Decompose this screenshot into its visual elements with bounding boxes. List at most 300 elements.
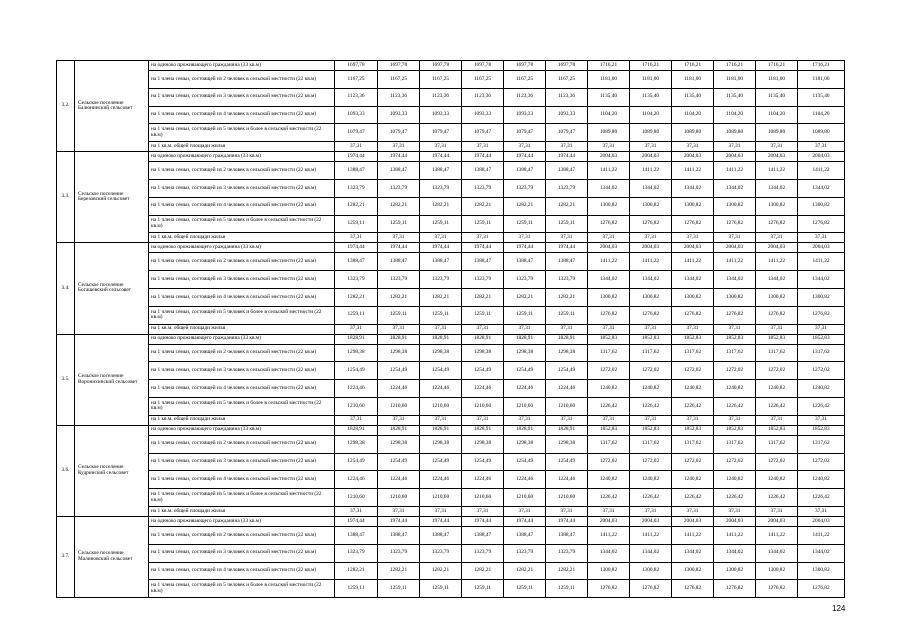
value-cell: 37,31 [630,506,672,516]
value-cell: 1135,40 [756,88,798,106]
category-label: на 1 члена семьи, состоящей из 4 человек в сельской местности (22 кв.м) [149,562,335,580]
settlement-name: Сельское поселение Кудринский сельсовет [75,425,149,516]
value-cell: 1167,25 [335,71,378,89]
value-cell: 1323,79 [335,179,378,197]
value-cell: 1317,62 [588,435,630,453]
value-cell: 1300,82 [756,197,798,215]
value-cell: 1282,21 [420,197,462,215]
value-cell: 1210,60 [462,489,504,507]
value-cell: 1300,82 [588,288,630,306]
value-cell: 1716,21 [756,61,798,71]
value-cell: 1388,47 [378,526,420,544]
value-cell: 1276,82 [630,580,672,598]
value-cell: 1411,22 [588,253,630,271]
value-cell: 1344,02 [798,179,845,197]
value-cell: 1323,79 [504,544,546,562]
value-cell: 1181,00 [714,71,756,89]
value-cell: 1276,82 [798,215,845,233]
value-cell: 2004,03 [714,516,756,526]
value-cell: 1093,33 [420,106,462,124]
value-cell: 1852,83 [630,334,672,344]
value-cell: 1344,02 [672,179,714,197]
value-cell: 1298,38 [420,435,462,453]
value-cell: 1300,82 [672,288,714,306]
value-cell: 1259,11 [378,306,420,324]
value-cell: 2004,03 [588,243,630,253]
value-cell: 1323,79 [420,271,462,289]
value-cell: 1276,82 [756,215,798,233]
value-cell: 1323,79 [420,544,462,562]
value-cell: 1167,25 [546,71,588,89]
table-row [57,516,845,526]
value-cell: 1210,60 [546,397,588,415]
value-cell: 1282,21 [378,288,420,306]
table-row [57,544,845,562]
value-cell: 37,31 [462,233,504,243]
value-cell: 1974,44 [335,152,378,162]
value-cell: 1344,02 [756,544,798,562]
section-index: 3.5. [57,334,75,425]
value-cell: 37,31 [588,506,630,516]
value-cell: 1828,91 [546,334,588,344]
category-label: на одиноко проживающего гражданина (33 кв.м) [149,334,335,344]
value-cell: 1282,21 [546,288,588,306]
value-cell: 1240,82 [714,471,756,489]
value-cell: 1226,42 [672,397,714,415]
value-cell: 1388,47 [420,162,462,180]
table-row [57,215,845,233]
value-cell: 1226,42 [630,397,672,415]
table-row [57,233,845,243]
value-cell: 37,31 [546,506,588,516]
value-cell: 1344,02 [672,544,714,562]
value-cell: 37,31 [798,324,845,334]
value-cell: 1828,91 [378,334,420,344]
section-index: 3.3. [57,152,75,243]
value-cell: 1300,82 [588,562,630,580]
section-index: 3.2. [57,61,75,152]
table-row [57,253,845,271]
value-cell: 1104,20 [588,106,630,124]
value-cell: 1089,80 [714,124,756,142]
table-row [57,142,845,152]
value-cell: 1716,21 [630,61,672,71]
value-cell: 1240,82 [630,471,672,489]
value-cell: 37,31 [588,324,630,334]
value-cell: 37,31 [798,506,845,516]
table-row [57,124,845,142]
value-cell: 1852,83 [588,334,630,344]
table-row [57,380,845,398]
value-cell: 1123,36 [335,88,378,106]
value-cell: 37,31 [378,324,420,334]
value-cell: 1388,47 [504,526,546,544]
value-cell: 2004,03 [798,152,845,162]
table-row [57,71,845,89]
category-label: на 1 члена семьи, состоящей из 5 человек и более в сельской местности (22 кв.м) [149,397,335,415]
table-row [57,152,845,162]
category-label: на 1 члена семьи, состоящей из 4 человек в сельской местности (22 кв.м) [149,197,335,215]
value-cell: 1388,47 [420,526,462,544]
value-cell: 1224,46 [462,380,504,398]
value-cell: 1240,82 [672,471,714,489]
value-cell: 1254,49 [420,453,462,471]
value-cell: 1852,83 [714,425,756,435]
value-cell: 37,31 [504,506,546,516]
value-cell: 1828,91 [504,334,546,344]
value-cell: 1259,11 [378,580,420,598]
value-cell: 1089,80 [798,124,845,142]
value-cell: 1123,36 [504,88,546,106]
table-row [57,288,845,306]
value-cell: 37,31 [420,415,462,425]
table-row [57,324,845,334]
table-row [57,453,845,471]
value-cell: 1852,83 [630,425,672,435]
value-cell: 1323,79 [504,179,546,197]
value-cell: 1282,21 [420,562,462,580]
value-cell: 37,31 [335,506,378,516]
table-row [57,334,845,344]
value-cell: 1388,47 [546,526,588,544]
value-cell: 37,31 [672,324,714,334]
value-cell: 1259,11 [462,306,504,324]
value-cell: 1323,79 [546,271,588,289]
value-cell: 1298,38 [335,435,378,453]
category-label: на 1 члена семьи, состоящей из 2 человек в сельской местности (22 кв.м) [149,253,335,271]
value-cell: 37,31 [756,506,798,516]
value-cell: 1259,11 [462,580,504,598]
value-cell: 1259,11 [546,215,588,233]
value-cell: 1276,82 [714,580,756,598]
value-cell: 1210,60 [504,397,546,415]
value-cell: 1282,21 [335,197,378,215]
value-cell: 1716,21 [714,61,756,71]
value-cell: 1323,79 [420,179,462,197]
value-cell: 37,31 [630,142,672,152]
category-label: на 1 члена семьи, состоящей из 3 человек в сельской местности (22 кв.м) [149,362,335,380]
table-row [57,489,845,507]
value-cell: 1079,47 [462,124,504,142]
value-cell: 1276,82 [714,306,756,324]
value-cell: 37,31 [714,415,756,425]
value-cell: 1093,33 [504,106,546,124]
value-cell: 1300,82 [630,197,672,215]
value-cell: 37,31 [588,415,630,425]
value-cell: 2004,03 [714,152,756,162]
table-row [57,362,845,380]
value-cell: 1259,11 [504,306,546,324]
value-cell: 37,31 [588,142,630,152]
value-cell: 1282,21 [504,562,546,580]
category-label: на одиноко проживающего гражданина (33 кв.м) [149,243,335,253]
value-cell: 1282,21 [335,288,378,306]
value-cell: 1282,21 [504,197,546,215]
value-cell: 1079,47 [420,124,462,142]
value-cell: 1123,36 [420,88,462,106]
value-cell: 1079,47 [546,124,588,142]
category-label: на одиноко проживающего гражданина (33 кв.м) [149,61,335,71]
value-cell: 1388,47 [420,253,462,271]
value-cell: 1254,49 [462,362,504,380]
value-cell: 1272,02 [588,362,630,380]
value-cell: 37,31 [798,142,845,152]
value-cell: 1224,46 [335,380,378,398]
value-cell: 1697,78 [335,61,378,71]
value-cell: 1272,02 [756,453,798,471]
value-cell: 1240,82 [714,380,756,398]
table-row [57,580,845,598]
value-cell: 37,31 [335,142,378,152]
value-cell: 1254,49 [378,453,420,471]
table-row [57,179,845,197]
value-cell: 1852,83 [756,334,798,344]
value-cell: 37,31 [672,506,714,516]
value-cell: 37,31 [335,233,378,243]
value-cell: 1974,44 [546,243,588,253]
category-label: на 1 члена семьи, состоящей из 3 человек в сельской местности (22 кв.м) [149,88,335,106]
value-cell: 1317,62 [714,344,756,362]
value-cell: 1254,49 [335,362,378,380]
value-cell: 2004,03 [630,516,672,526]
value-cell: 1828,91 [504,425,546,435]
value-cell: 1240,82 [798,471,845,489]
value-cell: 37,31 [672,142,714,152]
value-cell: 1323,79 [546,544,588,562]
value-cell: 1276,82 [756,580,798,598]
value-cell: 1224,46 [335,471,378,489]
value-cell: 1300,82 [756,562,798,580]
category-label: на одиноко проживающего гражданина (33 кв.м) [149,516,335,526]
value-cell: 37,31 [462,415,504,425]
value-cell: 1388,47 [462,526,504,544]
value-cell: 37,31 [378,506,420,516]
value-cell: 1388,47 [546,162,588,180]
table-row [57,197,845,215]
value-cell: 1282,21 [504,288,546,306]
category-label: на 1 кв.м. общей площади жилья [149,233,335,243]
value-cell: 1224,46 [504,471,546,489]
value-cell: 1224,46 [546,380,588,398]
value-cell: 37,31 [798,415,845,425]
settlement-name: Сельское поселение Богашевский сельсовет [75,243,149,334]
value-cell: 37,31 [462,324,504,334]
value-cell: 1828,91 [546,425,588,435]
value-cell: 1388,47 [335,526,378,544]
category-label: на 1 члена семьи, состоящей из 4 человек в сельской местности (22 кв.м) [149,471,335,489]
value-cell: 37,31 [335,415,378,425]
value-cell: 1974,44 [462,243,504,253]
settlement-name: Сельское поселение Малиновский сельсовет [75,516,149,597]
value-cell: 1388,47 [378,162,420,180]
value-cell: 1276,82 [672,215,714,233]
value-cell: 1135,40 [672,88,714,106]
value-cell: 1298,38 [378,344,420,362]
value-cell: 2004,03 [798,243,845,253]
value-cell: 1282,21 [462,288,504,306]
value-cell: 1181,00 [798,71,845,89]
value-cell: 1254,49 [378,362,420,380]
value-cell: 1282,21 [378,197,420,215]
value-cell: 1259,11 [420,580,462,598]
value-cell: 1254,49 [462,453,504,471]
value-cell: 1210,60 [420,397,462,415]
value-cell: 1974,44 [462,516,504,526]
value-cell: 1300,82 [714,197,756,215]
value-cell: 1259,11 [462,215,504,233]
table-row [57,506,845,516]
value-cell: 1323,79 [462,544,504,562]
value-cell: 1276,82 [672,306,714,324]
value-cell: 1828,91 [420,425,462,435]
value-cell: 1240,82 [756,380,798,398]
value-cell: 37,31 [335,324,378,334]
value-cell: 37,31 [672,233,714,243]
category-label: на 1 члена семьи, состоящей из 5 человек и более в сельской местности (22 кв.м) [149,215,335,233]
value-cell: 2004,03 [798,516,845,526]
table-row [57,306,845,324]
value-cell: 37,31 [630,324,672,334]
value-cell: 1388,47 [504,162,546,180]
section-index: 3.7. [57,516,75,597]
value-cell: 1167,25 [504,71,546,89]
value-cell: 1298,38 [462,435,504,453]
value-cell: 1300,82 [672,197,714,215]
value-cell: 1852,83 [588,425,630,435]
category-label: на 1 члена семьи, состоящей из 3 человек в сельской местности (22 кв.м) [149,453,335,471]
value-cell: 1181,00 [756,71,798,89]
value-cell: 1093,33 [335,106,378,124]
value-cell: 1135,40 [588,88,630,106]
value-cell: 1210,60 [335,489,378,507]
value-cell: 1974,44 [546,152,588,162]
value-cell: 1282,21 [462,562,504,580]
value-cell: 37,31 [630,415,672,425]
section-index: 3.6. [57,425,75,516]
value-cell: 1344,02 [588,544,630,562]
value-cell: 1282,21 [378,562,420,580]
category-label: на 1 члена семьи, состоящей из 5 человек и более в сельской местности (22 кв.м) [149,124,335,142]
value-cell: 1226,42 [672,489,714,507]
category-label: на 1 члена семьи, состоящей из 3 человек в сельской местности (22 кв.м) [149,544,335,562]
category-label: на 1 члена семьи, состоящей из 5 человек и более в сельской местности (22 кв.м) [149,306,335,324]
value-cell: 1411,22 [798,162,845,180]
value-cell: 2004,03 [672,243,714,253]
value-cell: 1411,22 [588,162,630,180]
value-cell: 1852,83 [672,334,714,344]
value-cell: 1323,79 [378,271,420,289]
value-cell: 1317,62 [588,344,630,362]
value-cell: 1697,78 [546,61,588,71]
value-cell: 1254,49 [504,453,546,471]
value-cell: 37,31 [546,324,588,334]
value-cell: 1093,33 [462,106,504,124]
value-cell: 1276,82 [630,215,672,233]
value-cell: 1276,82 [798,580,845,598]
category-label: на 1 члена семьи, состоящей из 3 человек в сельской местности (22 кв.м) [149,179,335,197]
value-cell: 1282,21 [335,562,378,580]
value-cell: 2004,03 [672,152,714,162]
value-cell: 1259,11 [420,306,462,324]
category-label: на 1 члена семьи, состоящей из 2 человек в сельской местности (22 кв.м) [149,162,335,180]
value-cell: 1224,46 [378,471,420,489]
category-label: на 1 члена семьи, состоящей из 5 человек и более в сельской местности (22 кв.м) [149,489,335,507]
value-cell: 1089,80 [630,124,672,142]
value-cell: 37,31 [420,324,462,334]
value-cell: 1411,22 [672,162,714,180]
value-cell: 1323,79 [546,179,588,197]
value-cell: 1300,82 [798,288,845,306]
value-cell: 1276,82 [672,580,714,598]
value-cell: 1210,60 [546,489,588,507]
value-cell: 1226,42 [714,397,756,415]
value-cell: 1181,00 [672,71,714,89]
category-label: на 1 кв.м. общей площади жилья [149,324,335,334]
value-cell: 1272,02 [630,362,672,380]
value-cell: 1317,62 [672,344,714,362]
value-cell: 1300,82 [672,562,714,580]
value-cell: 1224,46 [378,380,420,398]
value-cell: 1135,40 [630,88,672,106]
value-cell: 1240,82 [630,380,672,398]
value-cell: 1852,83 [714,334,756,344]
value-cell: 1093,33 [546,106,588,124]
value-cell: 37,31 [378,142,420,152]
value-cell: 1089,80 [588,124,630,142]
value-cell: 37,31 [378,415,420,425]
value-cell: 1317,62 [630,344,672,362]
value-cell: 1388,47 [546,253,588,271]
value-cell: 2004,03 [630,152,672,162]
value-cell: 1259,11 [504,580,546,598]
value-cell: 1079,47 [378,124,420,142]
value-cell: 1300,82 [756,288,798,306]
value-cell: 1974,44 [420,243,462,253]
category-label: на 1 кв.м. общей площади жилья [149,415,335,425]
value-cell: 1828,91 [335,334,378,344]
value-cell: 1344,02 [798,271,845,289]
value-cell: 1323,79 [378,179,420,197]
value-cell: 37,31 [756,233,798,243]
value-cell: 1828,91 [420,334,462,344]
value-cell: 1828,91 [462,425,504,435]
value-cell: 37,31 [504,415,546,425]
value-cell: 1079,47 [335,124,378,142]
value-cell: 1123,36 [462,88,504,106]
value-cell: 1298,38 [546,435,588,453]
value-cell: 1104,20 [756,106,798,124]
value-cell: 1104,20 [672,106,714,124]
category-label: на 1 члена семьи, состоящей из 2 человек в сельской местности (22 кв.м) [149,435,335,453]
settlement-name: Сельское поселение Березовский сельсовет [75,152,149,243]
value-cell: 1298,38 [504,435,546,453]
value-cell: 1344,02 [672,271,714,289]
value-cell: 1411,22 [672,253,714,271]
value-cell: 37,31 [756,415,798,425]
table-row [57,243,845,253]
category-label: на 1 члена семьи, состоящей из 4 человек в сельской местности (22 кв.м) [149,288,335,306]
value-cell: 1974,44 [378,152,420,162]
value-cell: 1411,22 [714,526,756,544]
value-cell: 1344,02 [714,179,756,197]
value-cell: 1388,47 [378,253,420,271]
value-cell: 1974,44 [378,243,420,253]
value-cell: 37,31 [798,233,845,243]
value-cell: 37,31 [504,233,546,243]
value-cell: 1852,83 [798,425,845,435]
value-cell: 2004,03 [756,516,798,526]
value-cell: 37,31 [546,233,588,243]
